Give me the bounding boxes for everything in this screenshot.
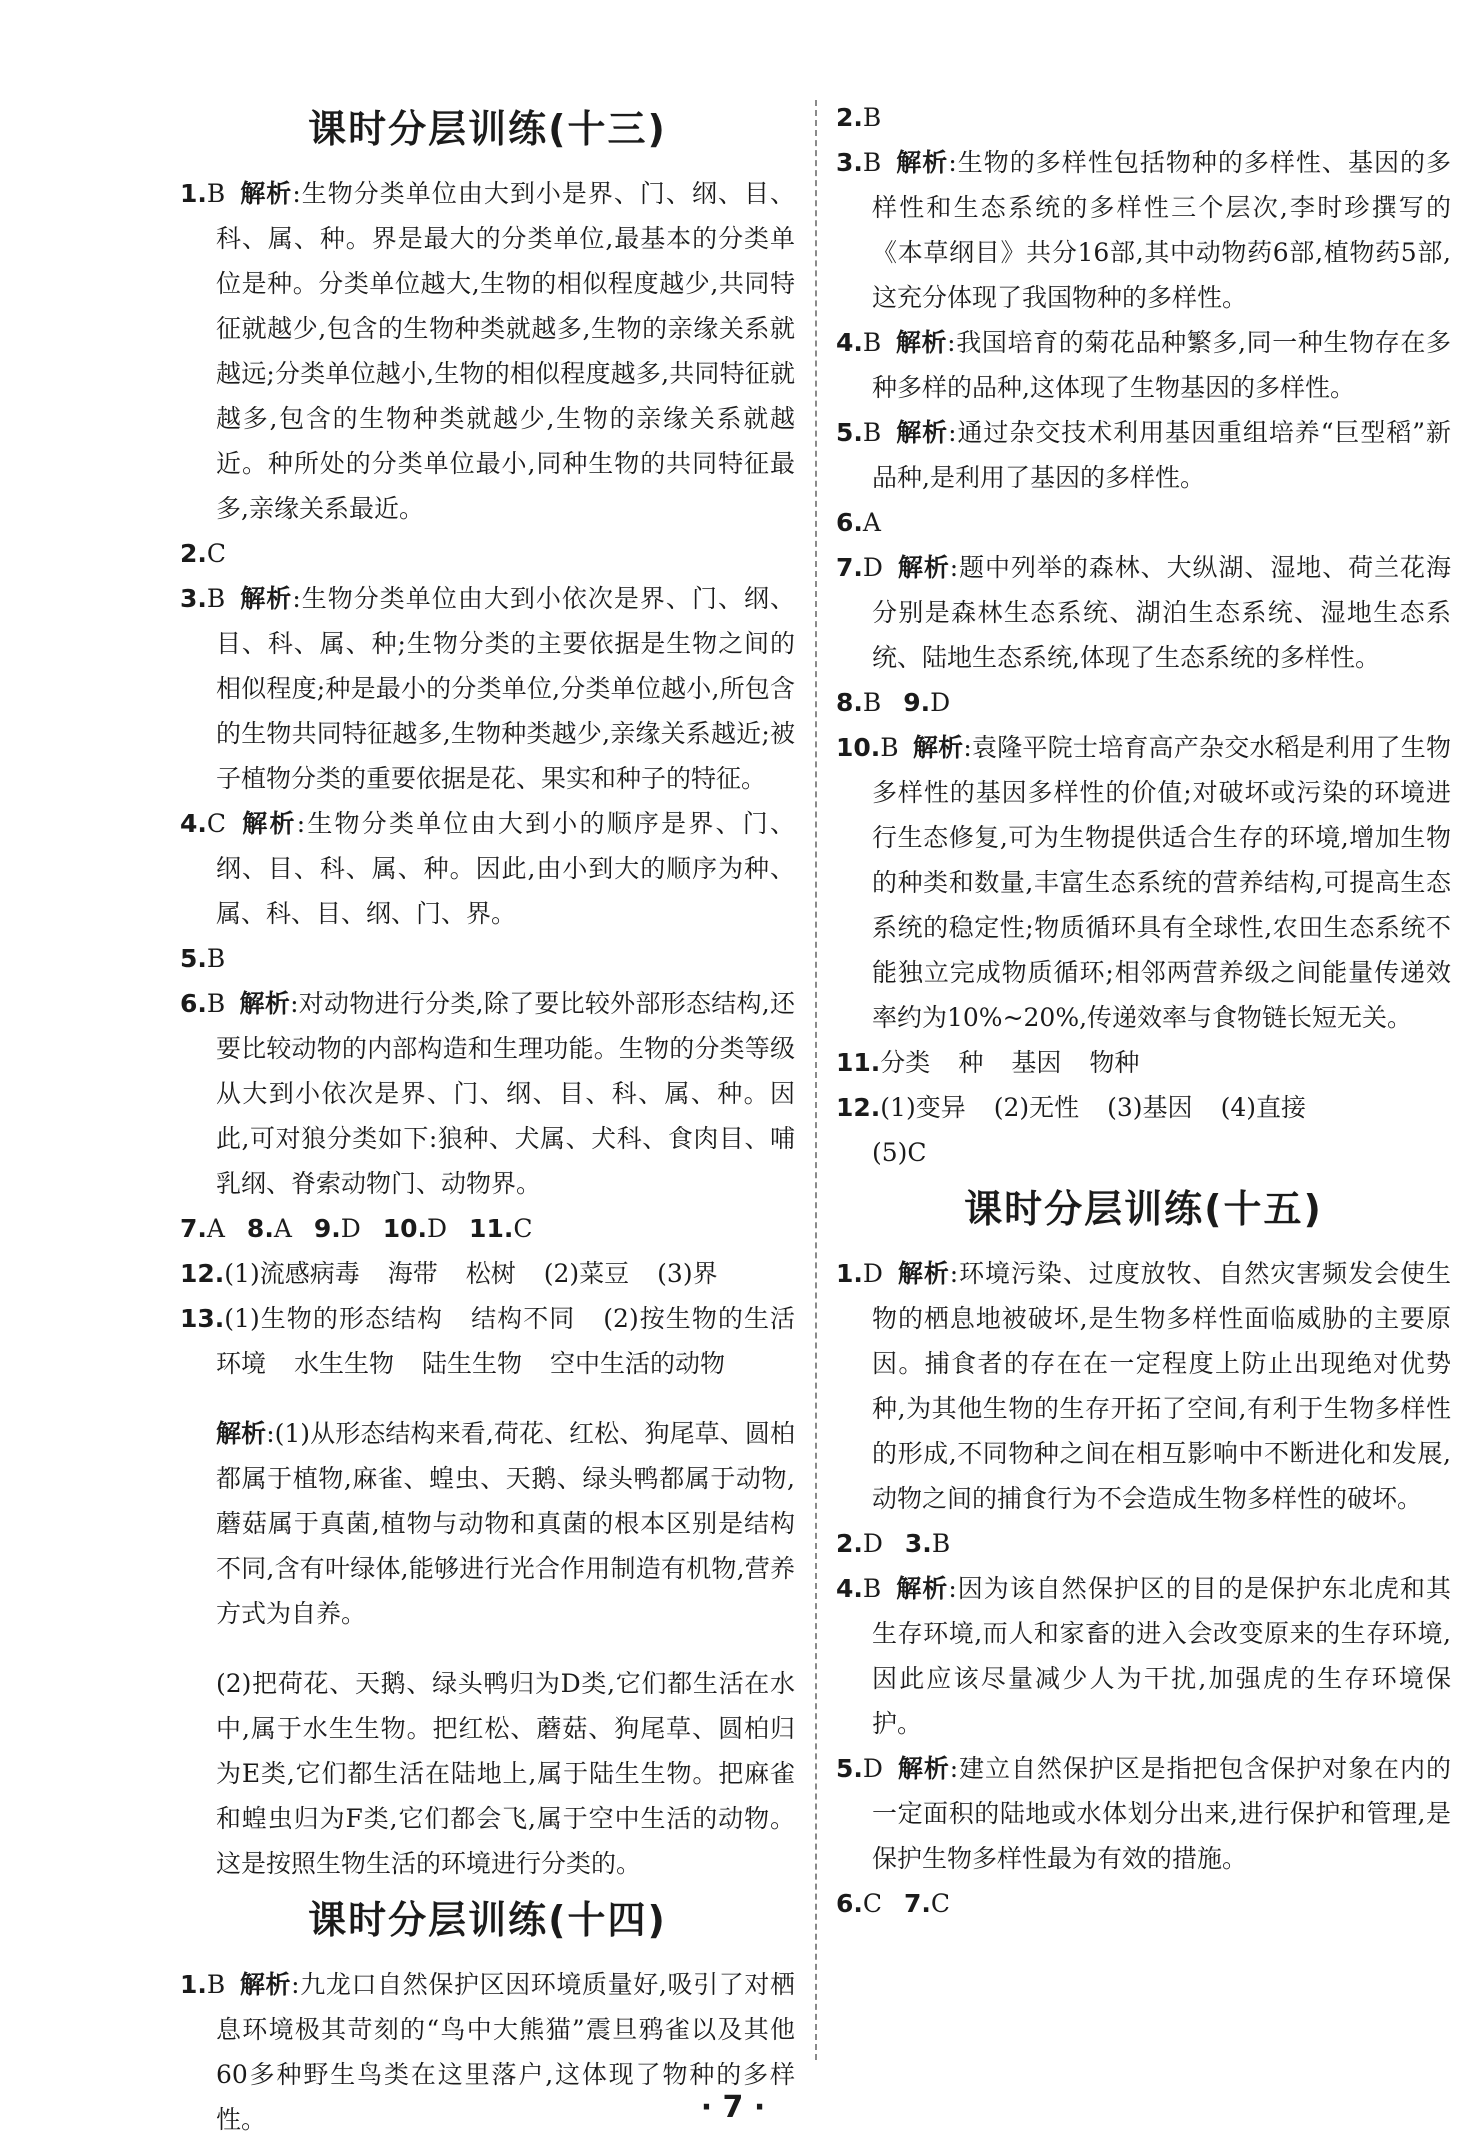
answer-item-15-6-7: 6.C 7.C (836, 1889, 951, 1918)
answer-item-13-4: 4.C 解析:生物分类单位由大到小的顺序是界、门、纲、目、科、属、种。因此,由小到大的顺序为种、属、科、目、纲、门、界。 (180, 809, 795, 928)
answer-item-14-1: 1.B 解析:九龙口自然保护区因环境质量好,吸引了对栖息环境极其苛刻的“鸟中大熊猫”震旦鸦雀以及其他60多种野生鸟类在这里落户,这体现了物种的多样性。 (180, 1970, 795, 2134)
section-title-15: 课时分层训练(十五) (964, 1187, 1323, 1231)
answer-item-15-4: 4.B 解析:因为该自然保护区的目的是保护东北虎和其生存环境,而人和家畜的进入会改变原来的生存环境,因此应该尽量减少人为干扰,加强虎的生存环境保护。 (836, 1574, 1451, 1738)
answer-item-15-1: 1.D 解析:环境污染、过度放牧、自然灾害频发会使生物的栖息地被破坏,是生物多样性面临威胁的主要原因。捕食者的存在在一定程度上防止出现绝对优势种,为其他生物的生存开拓了空间,有利于生物多样性的形成,不同物种之间在相互影响中不断进化和发展,动物之间的捕食行为不会造成生物多样性的破坏。 (836, 1259, 1451, 1513)
answer-item-14-12: 12.(1)变异 (2)无性 (3)基因 (4)直接 (5)C (836, 1093, 1306, 1167)
answer-item-14-8-9: 8.B 9.D (836, 688, 951, 717)
answer-item-13-7-11: 7.A 8.A 9.D 10.D 11.C (180, 1214, 533, 1243)
answer-item-13-3: 3.B 解析:生物分类单位由大到小依次是界、门、纲、目、科、属、种;生物分类的主要依据是生物之间的相似程度;种是最小的分类单位,分类单位越小,所包含的生物共同特征越多,生物种类越少,亲缘关系越近;被子植物分类的重要依据是花、果实和种子的特征。 (180, 584, 795, 793)
answer-item-13-6: 6.B 解析:对动物进行分类,除了要比较外部形态结构,还要比较动物的内部构造和生理功能。生物的分类等级从大到小依次是界、门、纲、目、科、属、种。因此,可对狼分类如下:狼种、犬属、犬科、食肉目、哺乳纲、脊索动物门、动物界。 (180, 989, 795, 1198)
answer-item-13-13-analysis-2: (2)把荷花、天鹅、绿头鸭归为D类,它们都生活在水中,属于水生生物。把红松、蘑菇、狗尾草、圆柏归为E类,它们都生活在陆地上,属于陆生生物。把麻雀和蝗虫归为F类,它们都会飞,属于空中生活的动物。这是按照生物生活的环境进行分类的。 (216, 1669, 795, 1878)
answer-item-15-2-3: 2.D 3.B (836, 1529, 951, 1558)
page-number: · 7 · (700, 2090, 766, 2125)
answer-item-14-5: 5.B 解析:通过杂交技术利用基因重组培养“巨型稻”新品种,是利用了基因的多样性。 (836, 418, 1451, 492)
answer-item-14-11: 11.分类 种 基因 物种 (836, 1048, 1140, 1077)
left-column (180, 95, 795, 2142)
answer-item-13-12: 12.(1)流感病毒 海带 松树 (2)菜豆 (3)界 (180, 1259, 718, 1288)
answer-item-14-2: 2.B (836, 103, 882, 132)
right-column (836, 95, 1451, 1926)
column-divider (815, 100, 817, 2060)
answer-item-14-3: 3.B 解析:生物的多样性包括物种的多样性、基因的多样性和生态系统的多样性三个层次,李时珍撰写的《本草纲目》共分16部,其中动物药6部,植物药5部,这充分体现了我国物种的多样性。 (836, 148, 1451, 312)
answer-item-13-1: 1.B 解析:生物分类单位由大到小是界、门、纲、目、科、属、种。界是最大的分类单位,最基本的分类单位是种。分类单位越大,生物的相似程度越少,共同特征就越少,包含的生物种类就越多,生物的亲缘关系就越远;分类单位越小,生物的相似程度越多,共同特征就越多,包含的生物种类就越少,生物的亲缘关系就越近。种所处的分类单位最小,同种生物的共同特征最多,亲缘关系最近。 (180, 179, 795, 523)
answer-item-13-13-analysis-1: 解析:(1)从形态结构来看,荷花、红松、狗尾草、圆柏都属于植物,麻雀、蝗虫、天鹅、绿头鸭都属于动物,蘑菇属于真菌,植物与动物和真菌的根本区别是结构不同,含有叶绿体,能够进行光合作用制造有机物,营养方式为自养。 (216, 1419, 795, 1628)
section-title-14: 课时分层训练(十四) (308, 1898, 667, 1942)
answer-item-13-2: 2.C (180, 539, 227, 568)
answer-item-14-4: 4.B 解析:我国培育的菊花品种繁多,同一种生物存在多种多样的品种,这体现了生物基因的多样性。 (836, 328, 1451, 402)
answer-item-15-5: 5.D 解析:建立自然保护区是指把包含保护对象在内的一定面积的陆地或水体划分出来,进行保护和管理,是保护生物多样性最为有效的措施。 (836, 1754, 1451, 1873)
answer-item-14-10: 10.B 解析:袁隆平院士培育高产杂交水稻是利用了生物多样性的基因多样性的价值;对破坏或污染的环境进行生态修复,可为生物提供适合生存的环境,增加生物的种类和数量,丰富生态系统的营养结构,可提高生态系统的稳定性;物质循环具有全球性,农田生态系统不能独立完成物质循环;相邻两营养级之间能量传递效率约为10%~20%,传递效率与食物链长短无关。 (836, 733, 1451, 1032)
answer-item-14-6: 6.A (836, 508, 881, 537)
answer-item-13-13: 13.(1)生物的形态结构 结构不同 (2)按生物的生活环境 水生生物 陆生生物 空中生活的动物 (180, 1304, 795, 1378)
section-title-13: 课时分层训练(十三) (308, 107, 667, 151)
answer-item-13-5: 5.B (180, 944, 226, 973)
answer-item-14-7: 7.D 解析:题中列举的森林、大纵湖、湿地、荷兰花海分别是森林生态系统、湖泊生态系统、湿地生态系统、陆地生态系统,体现了生态系统的多样性。 (836, 553, 1451, 672)
